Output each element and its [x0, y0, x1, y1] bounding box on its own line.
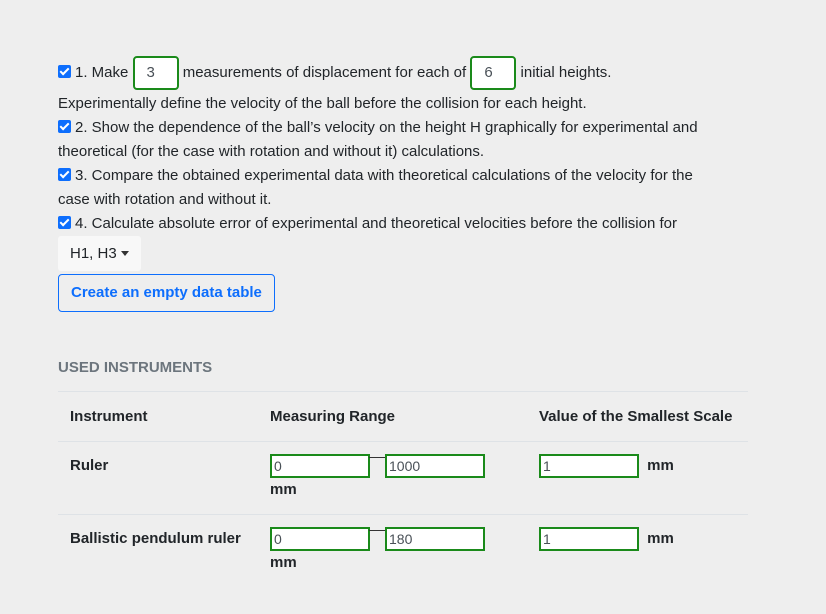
- task-3-line2: case with rotation and without it.: [58, 191, 272, 208]
- table-row: [58, 515, 748, 588]
- task-3: [58, 164, 748, 188]
- task-2-line2: theoretical (for the case with rotation and without it) calculations.: [58, 143, 485, 160]
- range-unit: mm: [270, 554, 297, 571]
- task-1: [58, 54, 748, 92]
- range-from-input[interactable]: 0: [270, 454, 370, 478]
- range-dash: [369, 530, 386, 531]
- range-from-input[interactable]: 0: [270, 527, 370, 551]
- task-4-checkbox[interactable]: [58, 216, 71, 229]
- header-instrument: Instrument: [58, 392, 258, 442]
- task-1-middle: measurements of displacement for each of: [182, 64, 467, 81]
- task-2-checkbox[interactable]: [58, 120, 71, 133]
- scale-input[interactable]: 1: [539, 454, 639, 478]
- heights-dropdown-value: H1, H3: [70, 245, 117, 262]
- scale-unit: mm: [647, 457, 674, 474]
- task-1-prefix: 1. Make: [75, 64, 129, 81]
- task-3-checkbox[interactable]: [58, 168, 71, 181]
- range-to-input[interactable]: 180: [385, 527, 485, 551]
- task-4: [58, 212, 748, 236]
- task-2-text: 2. Show the dependence of the ball’s velocity on the height H graphically for experimental and: [75, 119, 698, 136]
- table-row: [58, 442, 748, 515]
- instrument-name: Ballistic pendulum ruler: [58, 515, 258, 588]
- task-1-description: Experimentally define the velocity of the ball before the collision for each height.: [58, 95, 587, 112]
- create-table-button[interactable]: Create an empty data table: [58, 274, 275, 312]
- section-title: USED INSTRUMENTS: [58, 359, 213, 376]
- table-header: [58, 392, 748, 442]
- task-4-text: 4. Calculate absolute error of experimental and theoretical velocities before the collision for: [75, 215, 677, 232]
- header-scale: Value of the Smallest Scale: [527, 392, 748, 442]
- range-unit: mm: [270, 481, 297, 498]
- task-1-suffix: initial heights.: [520, 64, 612, 81]
- heights-input[interactable]: 6: [470, 56, 516, 90]
- task-1-checkbox[interactable]: [58, 65, 71, 78]
- range-to-input[interactable]: 1000: [385, 454, 485, 478]
- range-dash: [369, 457, 386, 458]
- task-2: [58, 116, 748, 140]
- scale-unit: mm: [647, 530, 674, 547]
- instruments-table: [58, 391, 748, 587]
- task-3-text: 3. Compare the obtained experimental data with theoretical calculations of the velocity for the: [75, 167, 693, 184]
- scale-input[interactable]: 1: [539, 527, 639, 551]
- header-range: Measuring Range: [258, 392, 527, 442]
- instrument-name: Ruler: [58, 442, 258, 515]
- caret-down-icon: [121, 251, 129, 256]
- measurements-input[interactable]: 3: [133, 56, 179, 90]
- task-panel: [58, 54, 748, 587]
- heights-dropdown[interactable]: [58, 236, 141, 271]
